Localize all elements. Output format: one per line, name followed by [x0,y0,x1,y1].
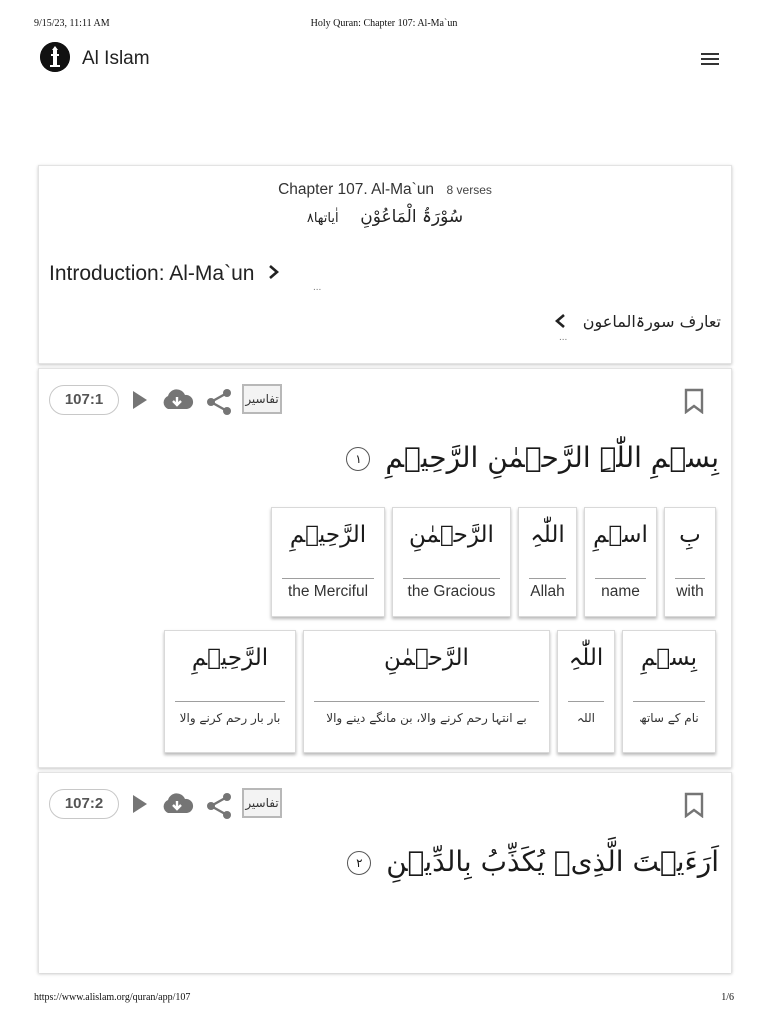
word-card[interactable] [518,507,577,617]
word-arabic: الرَّحِیۡمِ [289,522,367,548]
app-bar [34,38,734,78]
word-translation: نام کے ساتھ [639,711,699,725]
verse-arabic: بِسۡمِ اللّٰہِ الرَّحۡمٰنِ الرَّحِیۡمِ [385,441,719,474]
word-card[interactable] [584,507,657,617]
word-translation: the Merciful [287,583,369,600]
verse-arabic-text [346,441,719,474]
word-arabic: اللّٰہِ [568,645,604,671]
word-translation: اللہ [577,711,595,725]
word-divider [595,578,646,579]
word-translation: the Gracious [407,583,496,600]
word-arabic: الرَّحۡمٰنِ [409,522,494,548]
verse-card-1 [38,368,732,768]
hamburger-menu-icon[interactable] [698,49,722,69]
share-icon[interactable] [205,792,235,816]
cloud-download-icon[interactable] [159,388,195,412]
sura-ayat-count: اٰیاتھا۸ [306,211,339,226]
verse-arabic-text [347,845,719,878]
print-page-number: 1/6 [721,992,734,1003]
bookmark-icon[interactable] [683,388,705,414]
introduction-en-link[interactable] [49,262,280,286]
word-translation: with [676,583,704,600]
word-card[interactable] [622,630,716,753]
verse-end-mark: ١ [346,447,370,471]
introduction-en-label: Introduction: Al-Ma`un [49,262,255,285]
print-title: Holy Quran: Chapter 107: Al-Ma`un [310,18,458,29]
introduction-ur-label: تعارف سورۃالماعون [582,312,721,331]
word-divider [403,578,500,579]
chevron-right-icon [268,262,280,286]
play-icon[interactable] [127,792,153,816]
word-card[interactable] [557,630,615,753]
word-arabic: الرَّحِیۡمِ [191,645,269,671]
verse-count: 8 verses [446,183,492,197]
word-arabic: الرَّحۡمٰنِ [384,645,469,671]
chapter-title: Chapter 107. Al-Ma`un [278,181,435,198]
word-divider [633,701,705,702]
verse-card-2 [38,772,732,973]
word-card[interactable] [303,630,550,753]
word-by-word-en [39,507,731,617]
word-card[interactable] [164,630,296,753]
word-arabic: اسۡمِ [593,522,648,548]
word-card[interactable] [271,507,385,617]
word-arabic: بِسۡمِ [640,645,698,671]
introduction-ur-ellipsis: ... [559,332,568,343]
verse-number-badge[interactable]: 107:2 [49,789,119,819]
chapter-heading [39,181,731,199]
bookmark-icon[interactable] [683,792,705,818]
word-card[interactable] [392,507,511,617]
minaret-logo-icon[interactable] [40,42,70,72]
print-header [0,18,768,32]
chapter-intro-card [38,165,732,364]
verse-number-badge[interactable]: 107:1 [49,385,119,415]
word-divider [314,701,539,702]
chapter-arabic-name [39,206,731,227]
tafsir-button[interactable]: تفاسیر [242,788,282,818]
word-translation: name [601,583,640,600]
introduction-ur-link[interactable] [554,312,721,333]
word-divider [175,701,285,702]
play-icon[interactable] [127,388,153,412]
word-divider [529,578,566,579]
brand-title[interactable]: Al Islam [82,48,150,69]
word-by-word-ur [39,630,731,753]
word-translation: Allah [530,583,565,600]
tafsir-button[interactable]: تفاسیر [242,384,282,414]
print-footer [0,992,768,1006]
word-translation: بے انتہا رحم کرنے والا، بن مانگے دینے والا [326,711,527,725]
print-date: 9/15/23, 11:11 AM [34,18,110,29]
share-icon[interactable] [205,388,235,412]
print-url: https://www.alislam.org/quran/app/107 [34,992,191,1003]
word-divider [568,701,604,702]
introduction-en-ellipsis: ... [313,282,322,293]
word-translation: بار بار رحم کرنے والا [179,711,281,725]
word-card[interactable] [664,507,716,617]
verse-end-mark: ٢ [347,851,371,875]
word-divider [675,578,705,579]
word-arabic: بِ [679,522,701,548]
verse-toolbar [49,788,721,820]
verse-arabic: اَرَءَیۡتَ الَّذِیۡ یُکَذِّبُ بِالدِّیۡنِ [386,845,719,878]
sura-name-arabic: سُوْرَۃُ الْمَاعُوْنِ [360,207,464,227]
cloud-download-icon[interactable] [159,792,195,816]
word-divider [282,578,374,579]
verse-toolbar [49,384,721,416]
word-arabic: اللّٰہِ [530,522,565,548]
chevron-left-icon [554,313,566,333]
